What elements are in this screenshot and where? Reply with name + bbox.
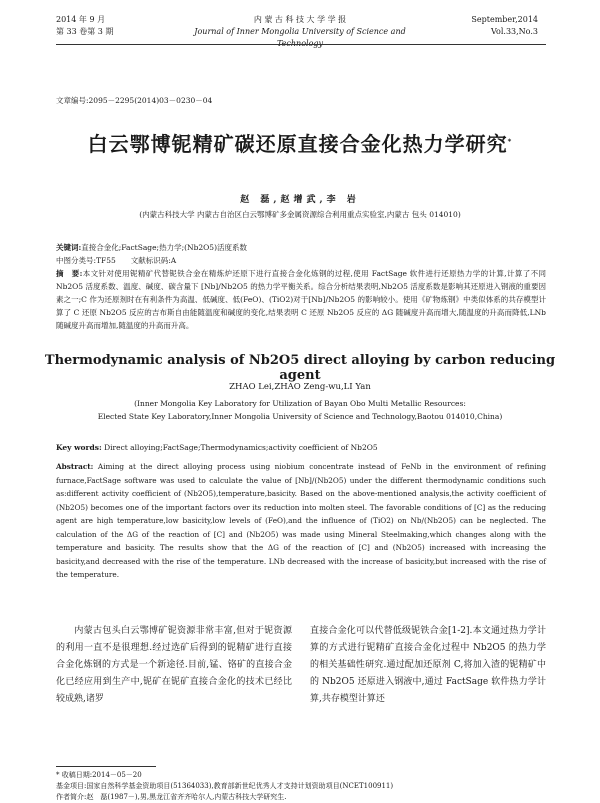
body-column-right: 直接合金化可以代替低级铌铁合金[1-2].本文通过热力学计算的方式进行铌精矿直接合金化过程中 Nb2O5 的热力学的相关基础性研究.通过配加还原剂 C,将加入渣的铌精矿中的 Nb2O5 还原进入钢液中,通过 FactSage 软件热力学计算,共存模型计算还 xyxy=(310,626,546,704)
keywords-en xyxy=(56,443,546,452)
footnote-funding: 基金项目:国家自然科学基金资助项目(51364033),教育部新世纪优秀人才支持计划资助项目(NCET100911) xyxy=(56,782,394,790)
affiliation-en-line2: Elected State Key Laboratory,Inner Mongolia University of Science and Technology,Baotou 014010,China) xyxy=(97,412,503,421)
abstract-zh-label: 摘 要: xyxy=(56,269,83,278)
footnotes xyxy=(56,770,546,803)
issue-volume-en: Vol.33,No.3 xyxy=(491,27,538,36)
footnote-received: * 收稿日期:2014－05－20 xyxy=(56,771,142,779)
keywords-en-label: Key words: xyxy=(56,443,102,452)
abstract-zh xyxy=(56,267,546,332)
abstract-en-text: Aiming at the direct alloying process using niobium concentrate instead of FeNb in the environment of refining furnace,FactSage software was used to calculate the value of [Nb]/(Nb2O5) under the different thermodynamic conditions such as:different activity coefficient of (Nb2O5),temperature,basicity. Based on the above-mentioned analysis,the activity coefficient of (Nb2O5) becomes one of the important factors over its reduction into molten steel. The favorable conditions of [C] as the reducing agent are high temperature,low basicity,low levels of (FeO),and the influence of (TiO2) on Nb/(Nb2O5) can be neglected. The calculation of the ΔG of the reaction of [C] and (Nb2O5) was made using Mineral Steelmaking,which changes along with the temperature and basicity. The results show that the ΔG of the reaction of [C] and (Nb2O5) increased with increasing the basicity,and decreased with the rise of the temperature. LNb decreased with the increase of basicity,but increased with the rise of the temperature. xyxy=(56,462,546,579)
title-en: Thermodynamic analysis of Nb2O5 direct alloying by carbon reducing agent xyxy=(44,353,556,383)
affiliation-zh: (内蒙古科技大学 内蒙古自治区白云鄂博矿多金属资源综合利用重点实验室,内蒙古 包头 014010) xyxy=(139,210,461,219)
keywords-en-text: Direct alloying;FactSage;Thermodynamics;activity coefficient of Nb2O5 xyxy=(104,443,378,452)
classification-zh: 中图分类号:TF55 文献标识码:A xyxy=(56,256,177,265)
affiliation-en-line1: (Inner Mongolia Key Laboratory for Utilization of Bayan Obo Multi Metallic Resources: xyxy=(134,399,466,408)
body-left-text: 内蒙古包头白云鄂博矿铌资源非常丰富,但对于铌资源的利用一直不是很理想.经过选矿后得到的铌精矿进行直接合金化炼钢的方式是一个新途径.目前,锰、铬矿的直接合金化已经应用到生产中,铌矿在铌矿直接合金化的技术已经比较成熟,诸罗 xyxy=(56,626,292,704)
body-column-left xyxy=(56,623,292,708)
keywords-zh xyxy=(56,241,546,254)
issue-volume: 第 33 卷第 3 期 xyxy=(56,27,114,36)
header-rule xyxy=(56,44,546,45)
footnote-rule xyxy=(56,766,156,767)
article-number: 文章编号:2095－2295(2014)03－0230－04 xyxy=(56,96,213,105)
journal-date-volume-en xyxy=(398,14,538,38)
authors-zh: 赵 磊,赵增武,李 岩 xyxy=(240,195,360,205)
keywords-zh-label: 关键词: xyxy=(56,243,82,252)
journal-name-en: Journal of Inner Mongolia University of Science and xyxy=(194,27,406,36)
keywords-zh-text: 直接合金化;FactSage;热力学;(Nb2O5)活度系数 xyxy=(81,243,247,252)
abstract-en xyxy=(56,460,546,582)
title-zh xyxy=(40,128,560,157)
title-footnote-mark: * xyxy=(507,137,513,146)
title-zh-text: 白云鄂博铌精矿碳还原直接合金化热力学研究 xyxy=(87,132,508,156)
issue-date: 2014 年 9 月 xyxy=(56,15,106,24)
issue-date-en: September,2014 xyxy=(471,15,538,24)
abstract-en-label: Abstract: xyxy=(56,462,94,471)
footnote-author: 作者简介:赵 磊(1987－),男,黑龙江省齐齐哈尔人,内蒙古科技大学研究生. xyxy=(56,793,287,801)
journal-name-zh: 内 蒙 古 科 技 大 学 学 报 xyxy=(253,15,347,24)
affiliation-en xyxy=(40,397,560,423)
authors-en: ZHAO Lei,ZHAO Zeng-wu,LI Yan xyxy=(229,382,371,392)
abstract-zh-text: 本文针对使用铌精矿代替铌铁合金在精炼炉还原下进行直接合金化炼钢的过程,使用 FactSage 软件进行还原热力学的计算,计算了不同 Nb2O5 活度系数、温度、碱度、碳含量下 [Nb]/Nb2O5 的热力学平衡关系。综合分析结果表明,Nb2O5 活度系数是影响其还原进入钢液的重要因素之一;C 作为还原剂时在有利条件为高温、低碱度、低(FeO)、(TiO2)对于[Nb]/Nb2O5 的影响较小。使用《矿物炼钢》中类似体系的共存模型计算了 C 还原 Nb2O5 反应的吉布斯自由能随温度和碱度的变化,结果表明 C 还原 Nb2O5 反应的 ΔG 随碱度升高而增大,随温度的升高而降低,LNb 随碱度升高而增加,随温度的升高而升高。 xyxy=(56,269,546,330)
